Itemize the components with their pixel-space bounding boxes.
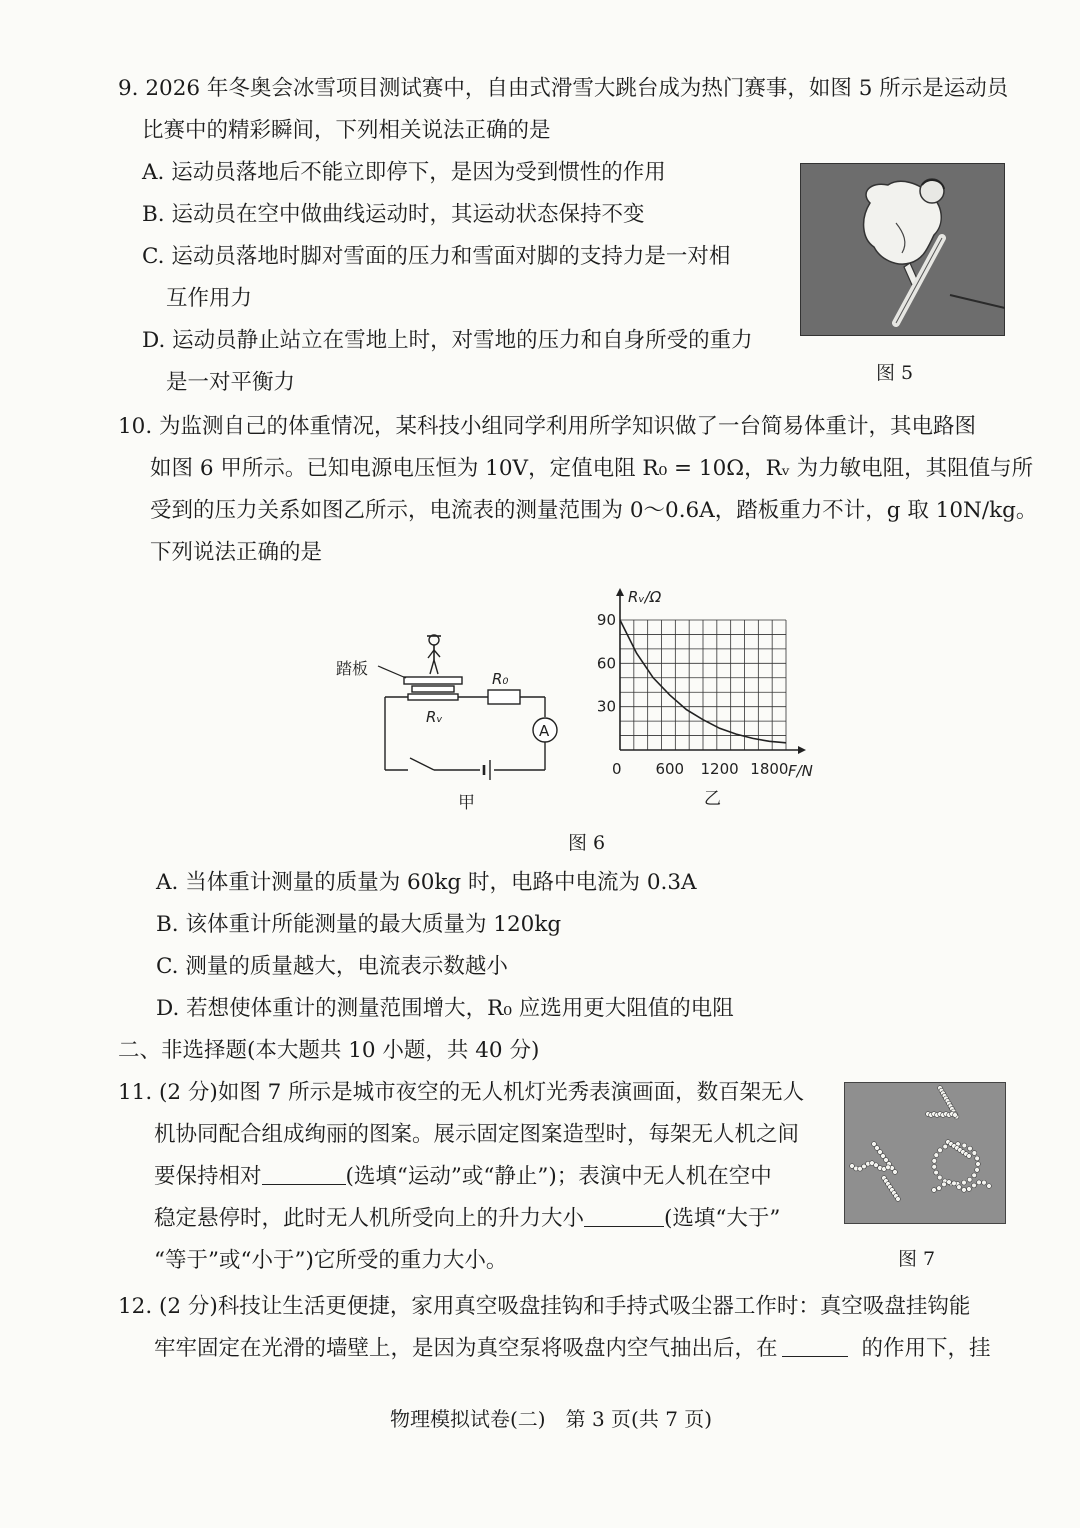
q10-stem-line-2: 如图 6 甲所示。已知电源电压恒为 10V，定值电阻 R₀ = 10Ω，Rᵥ 为力敏电阻，其阻值与所 bbox=[150, 456, 1034, 481]
rv-force-chart bbox=[590, 580, 830, 810]
q9-option-b: B. 运动员在空中做曲线运动时，其运动状态保持不变 bbox=[142, 202, 645, 227]
drone-dot bbox=[972, 1173, 977, 1178]
figure-7-caption: 图 7 bbox=[898, 1248, 936, 1270]
drone-dot bbox=[886, 1165, 891, 1170]
section-2-heading: 二、非选择题(本大题共 10 小题，共 40 分) bbox=[118, 1038, 540, 1063]
x-axis-label: F/N bbox=[788, 762, 813, 780]
q9-option-a: A. 运动员落地后不能立即停下，是因为受到惯性的作用 bbox=[142, 160, 666, 185]
drone-dot bbox=[977, 1180, 982, 1185]
y-tick-label: 30 bbox=[596, 697, 616, 716]
q12-line-2 bbox=[154, 1334, 991, 1364]
q10-option-c: C. 测量的质量越大，电流表示数越小 bbox=[156, 954, 508, 979]
drone-dot bbox=[896, 1197, 901, 1202]
q9-option-c-cont: 互作用力 bbox=[166, 286, 253, 311]
ammeter-symbol: A bbox=[539, 722, 550, 740]
drone-dot bbox=[934, 1153, 939, 1158]
graph-caption: 乙 bbox=[704, 789, 721, 809]
y-tick-label: 90 bbox=[596, 611, 616, 629]
figure-6a-circuit bbox=[330, 620, 560, 820]
q10-option-a: A. 当体重计测量的质量为 60kg 时，电路中电流为 0.3A bbox=[156, 870, 697, 895]
drone-dot bbox=[957, 1185, 962, 1190]
drone-dot bbox=[976, 1162, 981, 1167]
figure-5-caption: 图 5 bbox=[876, 362, 914, 384]
q10-stem-line-3: 受到的压力关系如图乙所示，电流表的测量范围为 0～0.6A，踏板重力不计，g 取 10N/kg。 bbox=[150, 498, 1038, 523]
drone-dot bbox=[932, 1188, 937, 1193]
page-footer: 物理模拟试卷(二) 第 3 页(共 7 页) bbox=[390, 1407, 713, 1431]
pedal-label: 踏板 bbox=[336, 659, 369, 678]
q9-option-d: D. 运动员静止站立在雪地上时，对雪地的压力和自身所受的重力 bbox=[142, 328, 753, 353]
x-tick-label: 1200 bbox=[700, 760, 739, 778]
x-tick-label: 600 bbox=[655, 760, 685, 778]
figure-6b-graph bbox=[590, 580, 830, 810]
q9-stem-line-2: 比赛中的精彩瞬间，下列相关说法正确的是 bbox=[142, 118, 551, 143]
r0-resistor bbox=[488, 690, 520, 704]
q10-stem-line-1: 10. 为监测自己的体重情况，某科技小组同学利用所学知识做了一台简易体重计，其电路图 bbox=[118, 414, 977, 439]
drone-dot bbox=[987, 1184, 992, 1189]
q11-line-4 bbox=[154, 1204, 780, 1234]
drone-dot bbox=[968, 1146, 973, 1151]
drone-dot bbox=[952, 1181, 957, 1186]
x-tick-label: 1800 bbox=[750, 760, 789, 778]
q11-line-5: “等于”或“小于”)它所受的重力大小。 bbox=[154, 1248, 508, 1273]
drone-dot bbox=[962, 1187, 967, 1192]
switch-icon bbox=[410, 758, 434, 770]
q9-option-d-cont: 是一对平衡力 bbox=[166, 370, 296, 395]
q9-option-c: C. 运动员落地时脚对雪面的压力和雪面对脚的支持力是一对相 bbox=[142, 244, 731, 269]
q10-option-b: B. 该体重计所能测量的最大质量为 120kg bbox=[156, 912, 562, 937]
drone-dot bbox=[938, 1148, 943, 1153]
drone-dot bbox=[967, 1177, 972, 1182]
q11-line-3-prefix: 要保持相对 bbox=[154, 1164, 262, 1189]
drone-dot bbox=[962, 1143, 967, 1148]
rv-label: Rᵥ bbox=[426, 708, 443, 726]
drone-dot bbox=[893, 1170, 898, 1175]
circuit-caption: 甲 bbox=[458, 793, 475, 813]
q12-line-1: 12. (2 分)科技让生活更便捷，家用真空吸盘挂钩和手持式吸尘器工作时：真空吸盘挂钩能 bbox=[118, 1294, 971, 1319]
q11-line-4-suffix: (选填“大于” bbox=[664, 1206, 781, 1231]
figure-5-skier-photo bbox=[800, 163, 1005, 336]
q11-blank-1[interactable] bbox=[262, 1162, 346, 1185]
q12-blank-1[interactable] bbox=[782, 1334, 848, 1357]
y-tick-label: 60 bbox=[596, 654, 616, 673]
drone-dot bbox=[962, 1180, 967, 1185]
origin-label: 0 bbox=[612, 760, 622, 778]
drone-dot bbox=[937, 1186, 942, 1191]
drone-dot bbox=[942, 1182, 947, 1187]
figure-6-caption: 图 6 bbox=[568, 832, 606, 854]
drone-dot bbox=[937, 1175, 942, 1180]
drone-dot bbox=[943, 1144, 948, 1149]
q12-line-2-prefix: 牢牢固定在光滑的墙壁上，是因为真空泵将吸盘内空气抽出后，在 bbox=[154, 1336, 778, 1361]
drone-dot bbox=[975, 1168, 980, 1173]
q11-line-3 bbox=[154, 1162, 772, 1192]
drone-dot bbox=[932, 1164, 937, 1169]
y-axis-label: Rᵥ/Ω bbox=[628, 588, 662, 606]
q9-stem-line-1: 9. 2026 年冬奥会冰雪项目测试赛中，自由式滑雪大跳台成为热门赛事，如图 5 所示是运动员 bbox=[118, 76, 1009, 101]
drone-dot bbox=[947, 1180, 952, 1185]
drone-dot bbox=[972, 1151, 977, 1156]
r0-label: R₀ bbox=[492, 670, 509, 688]
drone-dot bbox=[967, 1187, 972, 1192]
q10-stem-line-4: 下列说法正确的是 bbox=[150, 540, 323, 565]
q12-line-2-suffix: 的作用下，挂 bbox=[861, 1336, 991, 1361]
drone-dot bbox=[953, 1113, 958, 1118]
q10-option-d: D. 若想使体重计的测量范围增大，R₀ 应选用更大阻值的电阻 bbox=[156, 996, 734, 1021]
q11-line-4-prefix: 稳定悬停时，此时无人机所受向上的升力大小 bbox=[154, 1206, 585, 1231]
q11-line-3-suffix: (选填“运动”或“静止”)；表演中无人机在空中 bbox=[345, 1164, 772, 1189]
drone-dot bbox=[934, 1170, 939, 1175]
q11-line-1: 11. (2 分)如图 7 所示是城市夜空的无人机灯光秀表演画面，数百架无人 bbox=[118, 1080, 805, 1105]
q11-line-2: 机协同配合组成绚丽的图案。展示固定图案造型时，每架无人机之间 bbox=[154, 1122, 800, 1147]
drone-dot bbox=[975, 1156, 980, 1161]
drone-dot bbox=[932, 1158, 937, 1163]
q11-blank-2[interactable] bbox=[584, 1204, 664, 1227]
drone-dot bbox=[967, 1154, 972, 1159]
drone-dot bbox=[972, 1183, 977, 1188]
drone-dot bbox=[982, 1180, 987, 1185]
figure-7-drone-show-photo bbox=[844, 1082, 1006, 1224]
